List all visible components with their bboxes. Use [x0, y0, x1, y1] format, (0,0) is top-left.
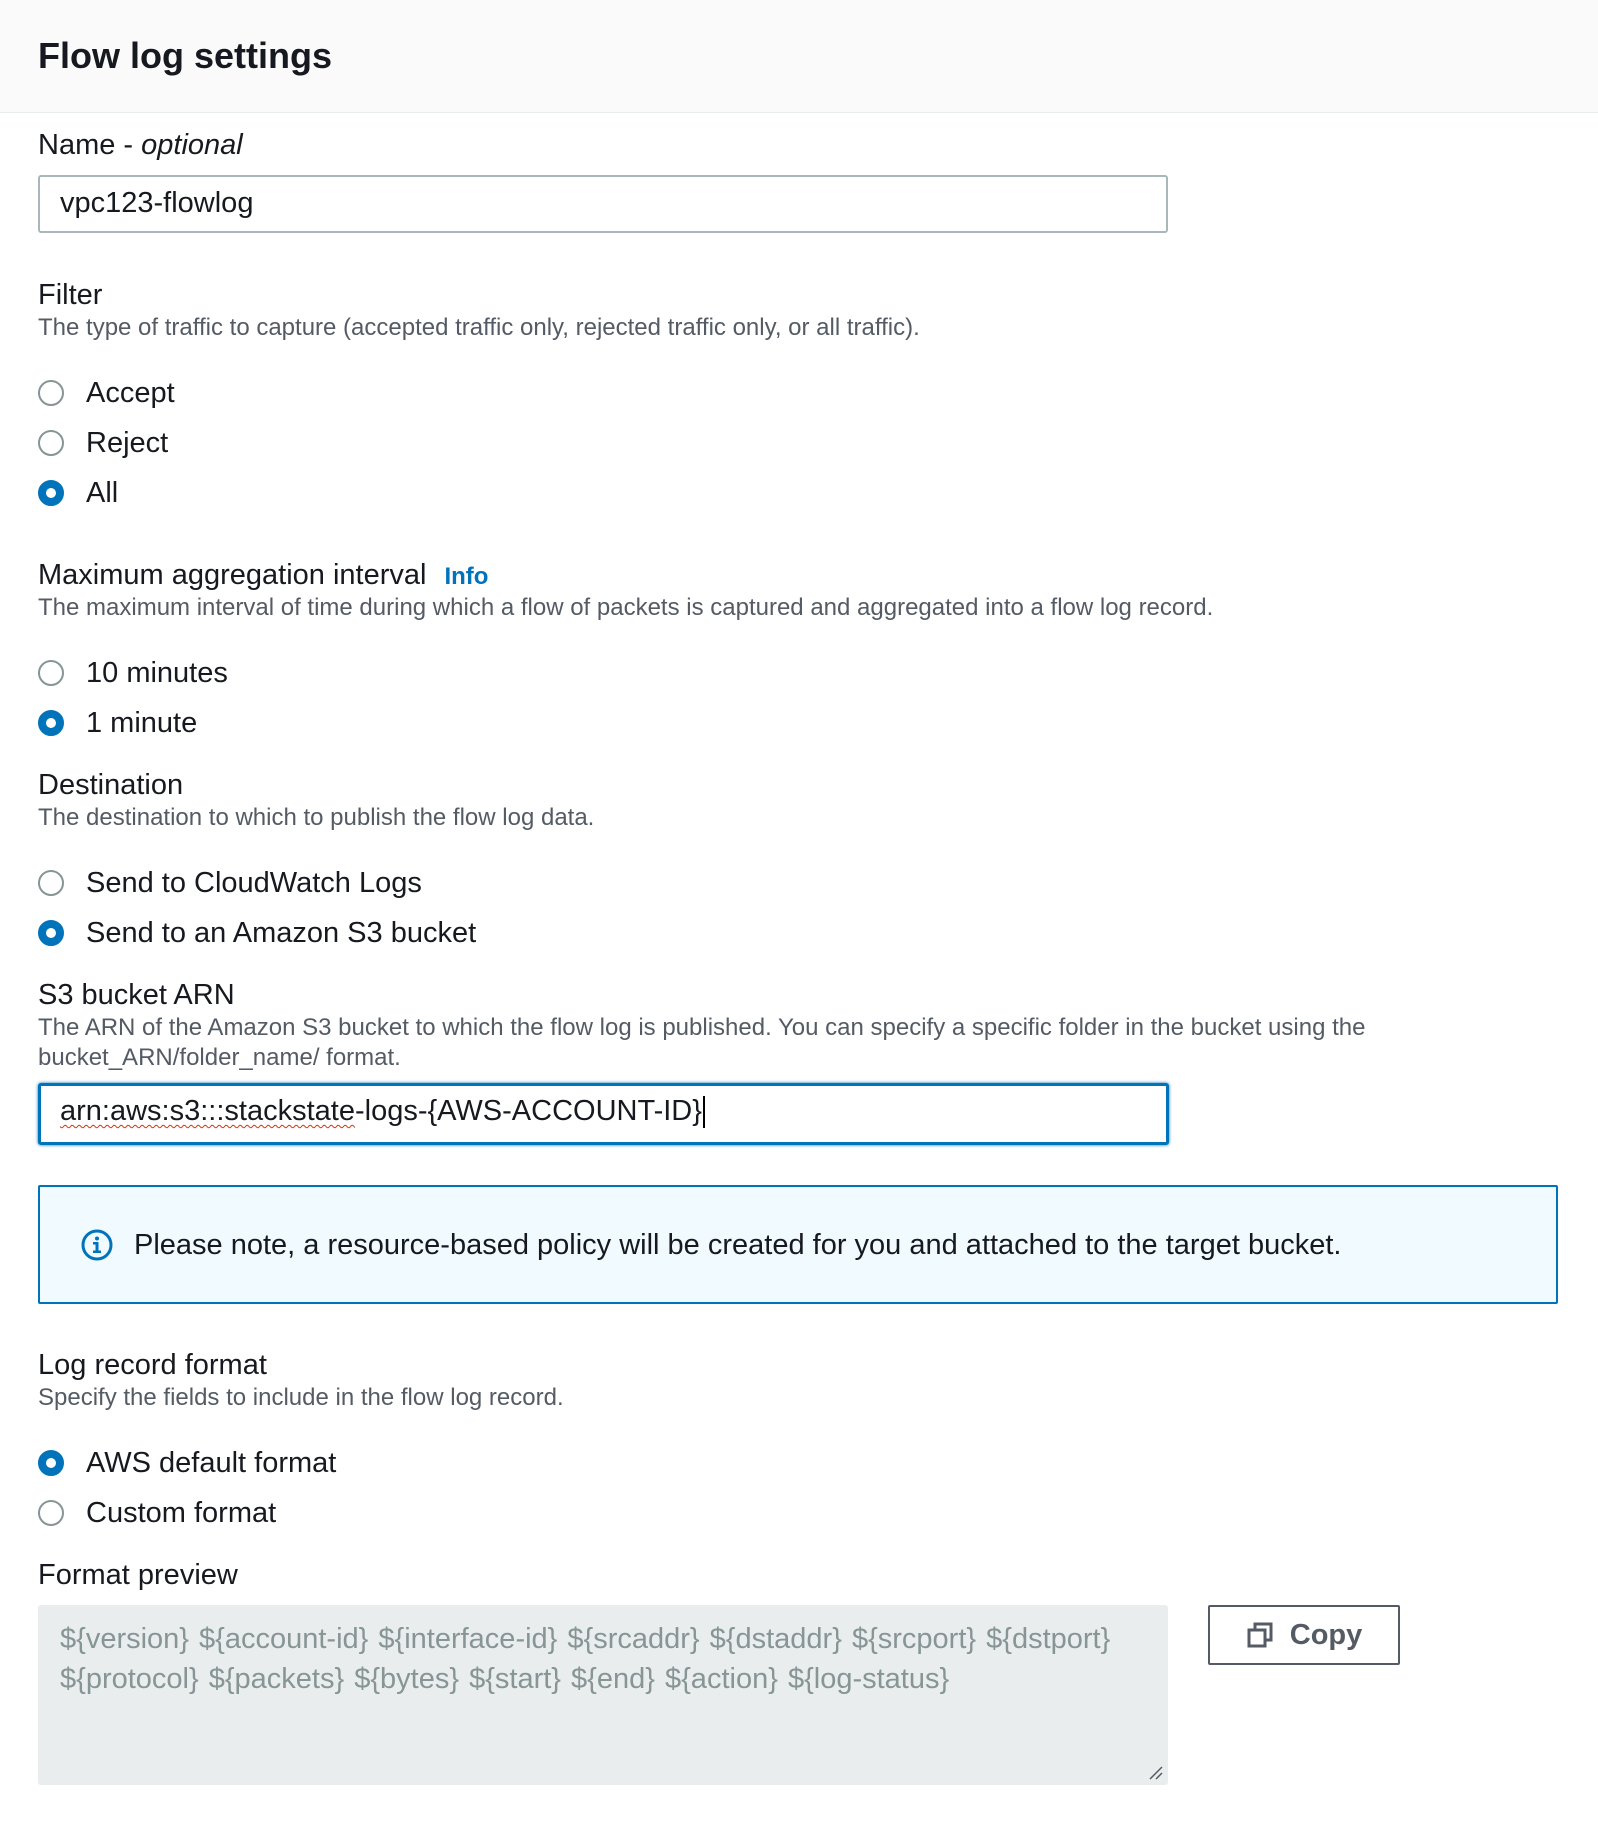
resize-handle-icon[interactable] [1148, 1765, 1164, 1781]
name-label: Name - optional [38, 129, 243, 161]
s3-arn-label: S3 bucket ARN [38, 979, 235, 1011]
log-format-option-custom[interactable]: Custom format [38, 1493, 276, 1533]
name-input[interactable]: vpc123-flowlog [38, 175, 1168, 233]
page-title: Flow log settings [38, 35, 332, 76]
destination-option-s3[interactable]: Send to an Amazon S3 bucket [38, 913, 476, 953]
format-preview-label: Format preview [38, 1559, 238, 1591]
radio-button-selected[interactable] [38, 1450, 64, 1476]
info-icon [80, 1228, 114, 1262]
interval-option-10-minutes[interactable]: 10 minutes [38, 653, 228, 693]
format-preview-textarea[interactable]: ${version} ${account-id} ${interface-id} ${srcaddr} ${dstaddr} ${srcport} ${dstport} ${protocol} ${packets} ${bytes} ${start} ${end} ${action} ${log-status} [38, 1605, 1168, 1785]
radio-button[interactable] [38, 1500, 64, 1526]
name-optional-hint: optional [141, 129, 243, 161]
interval-label: Maximum aggregation interval Info [38, 559, 489, 591]
info-alert [38, 1185, 1558, 1304]
log-format-option-default[interactable]: AWS default format [38, 1443, 336, 1483]
alert-message: Please note, a resource-based policy will be created for you and attached to the target bucket. [134, 1228, 1342, 1261]
radio-button[interactable] [38, 430, 64, 456]
copy-button[interactable]: Copy [1208, 1605, 1400, 1665]
filter-description: The type of traffic to capture (accepted traffic only, rejected traffic only, or all traffic). [38, 314, 920, 341]
s3-arn-input[interactable]: arn:aws:s3:::stackstate-logs-{AWS-ACCOUNT-ID} [38, 1083, 1169, 1145]
filter-label: Filter [38, 279, 103, 311]
log-format-description: Specify the fields to include in the flow log record. [38, 1384, 564, 1411]
destination-label: Destination [38, 769, 184, 801]
radio-button[interactable] [38, 380, 64, 406]
destination-option-cloudwatch[interactable]: Send to CloudWatch Logs [38, 863, 422, 903]
panel-header [0, 0, 1598, 113]
log-format-label: Log record format [38, 1349, 267, 1381]
filter-option-all[interactable]: All [38, 473, 118, 513]
filter-option-accept[interactable]: Accept [38, 373, 175, 413]
text-cursor [703, 1096, 705, 1128]
radio-button-selected[interactable] [38, 480, 64, 506]
destination-description: The destination to which to publish the flow log data. [38, 804, 595, 831]
info-link[interactable]: Info [444, 563, 489, 590]
interval-description: The maximum interval of time during which a flow of packets is captured and aggregated into a flow log record. [38, 594, 1214, 621]
interval-option-1-minute[interactable]: 1 minute [38, 703, 197, 743]
filter-option-reject[interactable]: Reject [38, 423, 168, 463]
radio-button-selected[interactable] [38, 710, 64, 736]
s3-arn-description: The ARN of the Amazon S3 bucket to which the flow log is published. You can specify a specific folder in the bucket using the bucket_ARN/folder_name/ format. [38, 1014, 1366, 1071]
radio-button[interactable] [38, 660, 64, 686]
radio-button-selected[interactable] [38, 920, 64, 946]
radio-button[interactable] [38, 870, 64, 896]
copy-icon [1246, 1621, 1274, 1649]
